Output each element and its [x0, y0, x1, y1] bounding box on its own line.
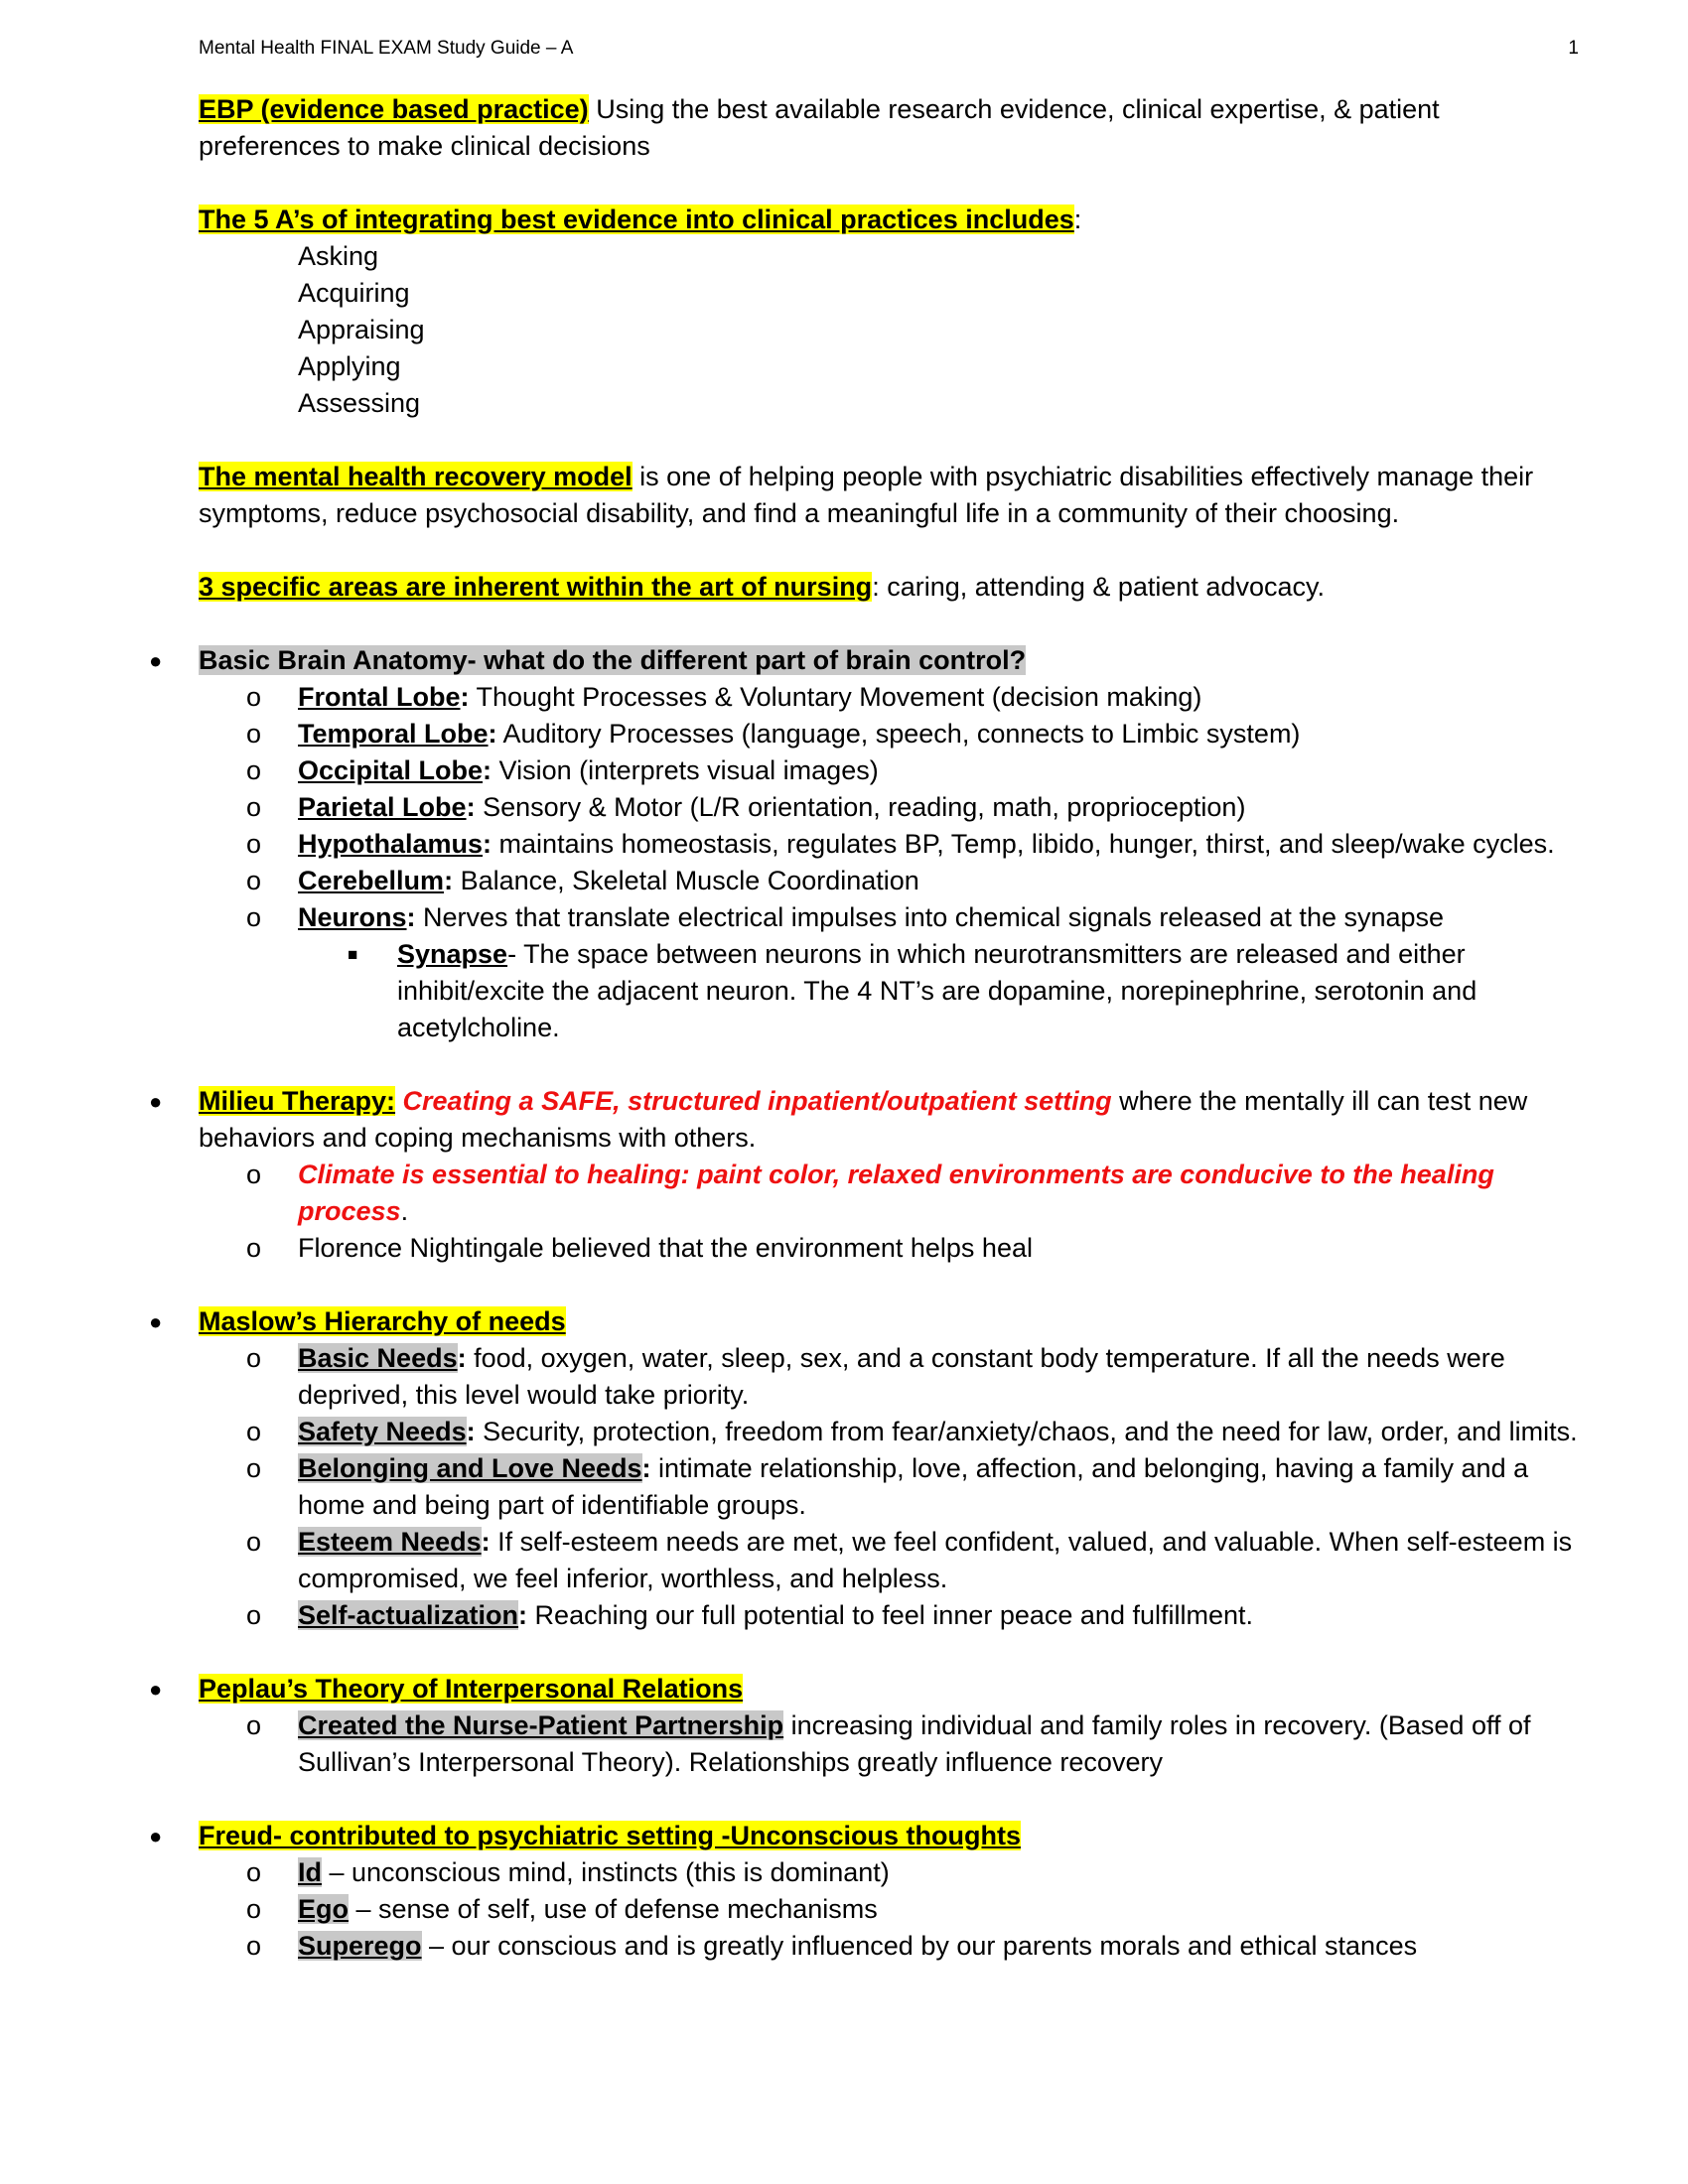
circle-bullet-icon: o	[246, 1527, 262, 1557]
peplau-heading: Peplau’s Theory of Interpersonal Relations	[199, 1674, 744, 1704]
milieu-section: ● Milieu Therapy: Creating a SAFE, structured inpatient/outpatient setting where the mentally ill can test new behaviors and coping mechanisms with others.	[199, 1083, 1584, 1157]
brain-heading: Basic Brain Anatomy- what do the different part of brain control?	[199, 645, 1027, 675]
list-item: o Temporal Lobe: Auditory Processes (language, speech, connects to Limbic system)	[199, 716, 1584, 752]
circle-bullet-icon: o	[246, 1343, 262, 1373]
art-term: 3 specific areas are inherent within the art of nursing	[199, 572, 873, 602]
circle-bullet-icon: o	[246, 829, 262, 859]
list-item: Asking	[298, 241, 379, 271]
bullet-icon: ●	[149, 648, 163, 673]
list-item: o Cerebellum: Balance, Skeletal Muscle Coordination	[199, 863, 1584, 899]
recovery-paragraph: The mental health recovery model is one of helping people with psychiatric disabilities effectively manage their symptoms, reduce psychosocial disability, and find a meaningful life in a community of their choosing.	[199, 462, 1534, 528]
list-item: o Belonging and Love Needs: intimate relationship, love, affection, and belonging, having a family and a home and being part of identifiable groups.	[199, 1450, 1584, 1524]
list-item: o Basic Needs: food, oxygen, water, sleep, sex, and a constant body temperature. If all the needs were deprived, this level would take priority.	[199, 1340, 1584, 1414]
list-item: o Florence Nightingale believed that the environment helps heal	[199, 1230, 1584, 1267]
milieu-term: Milieu Therapy:	[199, 1086, 396, 1116]
list-item: Appraising	[298, 315, 425, 344]
circle-bullet-icon: o	[246, 1417, 262, 1446]
art-paragraph: 3 specific areas are inherent within the art of nursing: caring, attending & patient advocacy.	[199, 572, 1325, 602]
circle-bullet-icon: o	[246, 1931, 262, 1961]
circle-bullet-icon: o	[246, 792, 262, 822]
list-item: ■ Synapse- The space between neurons in which neurotransmitters are released and either inhibit/excite the adjacent neuron. The 4 NT’s are dopamine, norepinephrine, serotonin and acetylcholine.	[199, 936, 1584, 1046]
ebp-definition: Using the best available research evidence, clinical expertise, & patient preferences to make clinical decisions	[199, 94, 1440, 161]
list-item: o Self-actualization: Reaching our full potential to feel inner peace and fulfillment.	[199, 1597, 1584, 1634]
circle-bullet-icon: o	[246, 755, 262, 785]
list-item: o Neurons: Nerves that translate electrical impulses into chemical signals released at the synapse	[199, 899, 1584, 936]
recovery-term: The mental health recovery model	[199, 462, 633, 491]
document-body	[149, 91, 1584, 1965]
list-item: o Superego – our conscious and is greatly influenced by our parents morals and ethical stances	[199, 1928, 1584, 1965]
list-item: o Ego – sense of self, use of defense mechanisms	[199, 1891, 1584, 1928]
circle-bullet-icon: o	[246, 1894, 262, 1924]
list-item: o Id – unconscious mind, instincts (this is dominant)	[199, 1854, 1584, 1891]
peplau-section	[149, 1671, 1584, 1707]
circle-bullet-icon: o	[246, 1600, 262, 1630]
list-item: Acquiring	[298, 278, 410, 308]
brain-section	[149, 642, 1584, 679]
list-item: o Frontal Lobe: Thought Processes & Voluntary Movement (decision making)	[199, 679, 1584, 716]
circle-bullet-icon: o	[246, 902, 262, 932]
circle-bullet-icon: o	[246, 1453, 262, 1483]
list-item: Assessing	[298, 388, 421, 418]
list-item: o Parietal Lobe: Sensory & Motor (L/R orientation, reading, math, proprioception)	[199, 789, 1584, 826]
circle-bullet-icon: o	[246, 682, 262, 712]
bullet-icon: ●	[149, 1824, 163, 1848]
list-item: o Safety Needs: Security, protection, freedom from fear/anxiety/chaos, and the need for law, order, and limits.	[199, 1414, 1584, 1450]
freud-section	[149, 1818, 1584, 1854]
list-item: Applying	[298, 351, 401, 381]
header-title: Mental Health FINAL EXAM Study Guide – A	[199, 38, 574, 59]
five-as-heading: The 5 A’s of integrating best evidence into clinical practices includes:	[199, 205, 1082, 234]
circle-bullet-icon: o	[246, 1857, 262, 1887]
bullet-icon: ●	[149, 1677, 163, 1702]
ebp-term: EBP (evidence based practice)	[199, 94, 589, 124]
bullet-icon: ●	[149, 1309, 163, 1334]
page-number: 1	[1568, 38, 1579, 59]
list-item: o Created the Nurse-Patient Partnership increasing individual and family roles in recovery. (Based off of Sullivan’s Interpersonal Theory). Relationships greatly influence recovery	[199, 1707, 1584, 1781]
circle-bullet-icon: o	[246, 866, 262, 895]
list-item: o Climate is essential to healing: paint color, relaxed environments are conducive to the healing process.	[199, 1157, 1584, 1230]
circle-bullet-icon: o	[246, 1710, 262, 1740]
bullet-icon: ●	[149, 1089, 163, 1114]
square-bullet-icon: ■	[348, 945, 358, 964]
five-as-list	[199, 238, 1584, 422]
page-header	[199, 38, 1579, 60]
maslow-section	[149, 1303, 1584, 1340]
ebp-paragraph	[199, 91, 1584, 165]
list-item: o Occipital Lobe: Vision (interprets visual images)	[199, 752, 1584, 789]
list-item: o Esteem Needs: If self-esteem needs are met, we feel confident, valued, and valuable. When self-esteem is compromised, we feel inferior, worthless, and helpless.	[199, 1524, 1584, 1597]
list-item: o Hypothalamus: maintains homeostasis, regulates BP, Temp, libido, hunger, thirst, and sleep/wake cycles.	[199, 826, 1584, 863]
circle-bullet-icon: o	[246, 719, 262, 749]
circle-bullet-icon: o	[246, 1160, 262, 1189]
freud-heading: Freud- contributed to psychiatric setting -Unconscious thoughts	[199, 1821, 1022, 1850]
circle-bullet-icon: o	[246, 1233, 262, 1263]
maslow-heading: Maslow’s Hierarchy of needs	[199, 1306, 566, 1336]
